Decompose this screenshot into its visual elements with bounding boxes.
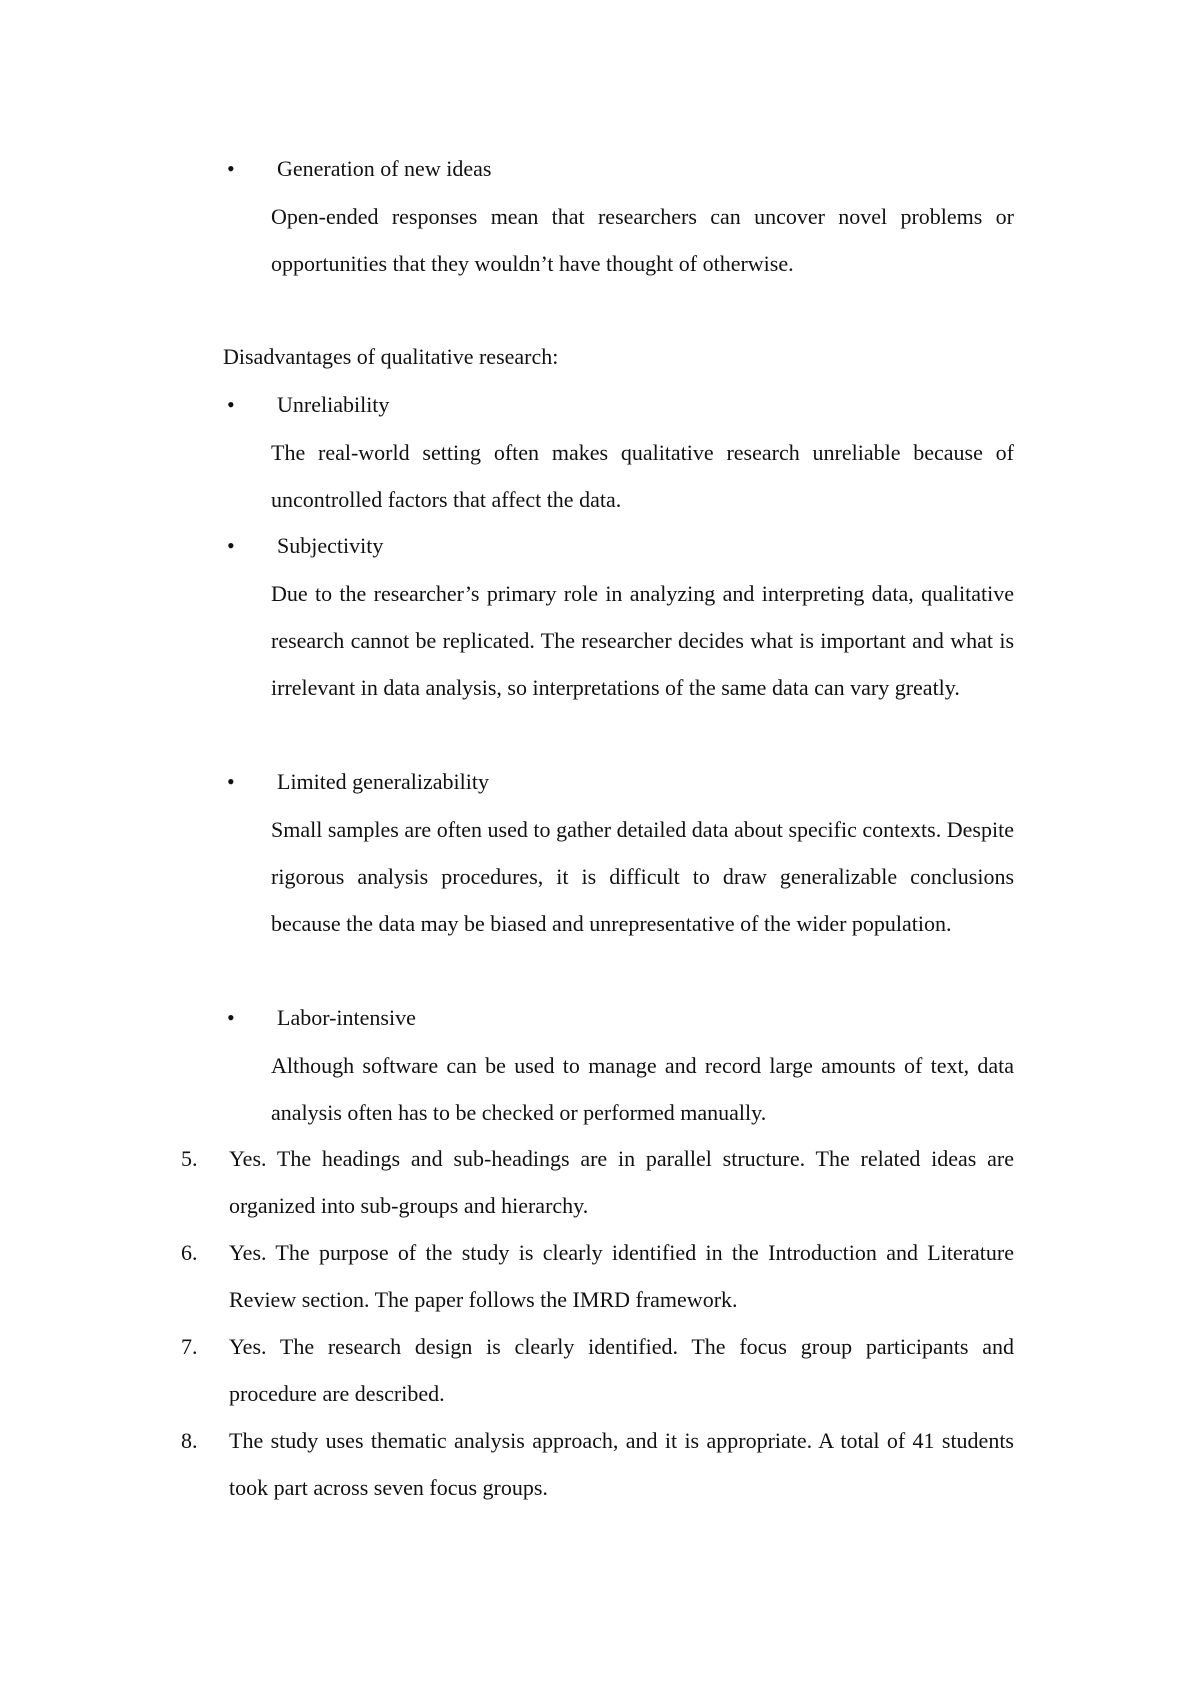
bullet-title: Unreliability [277,392,390,417]
list-item-text: Yes. The research design is clearly identified. The focus group participants and procedure are described. [229,1334,1014,1406]
section-heading: Disadvantages of qualitative research: [223,344,559,369]
list-item-text: The study uses thematic analysis approach, and it is appropriate. A total of 41 students took part across seven focus groups. [229,1428,1014,1500]
bullet-marker: • [227,1005,235,1030]
list-item-text: Yes. The headings and sub-headings are in parallel structure. The related ideas are organized into sub-groups and hierarchy. [229,1146,1014,1218]
bullet-title: Labor-intensive [277,1005,416,1030]
bullet-body: Small samples are often used to gather detailed data about specific contexts. Despite rigorous analysis procedures, it is difficult to draw generalizable conclusions because the data may be biased and unrepresentative of the wider population. [271,817,1014,936]
bullet-marker: • [227,533,235,558]
bullet-marker: • [227,156,235,181]
bullet-title: Subjectivity [277,533,384,558]
list-number: 6. [181,1240,198,1265]
bullet-marker: • [227,769,235,794]
bullet-body: The real-world setting often makes qualitative research unreliable because of uncontrolled factors that affect the data. [271,440,1014,512]
bullet-title: Limited generalizability [277,769,489,794]
bullet-body: Although software can be used to manage and record large amounts of text, data analysis often has to be checked or performed manually. [271,1053,1014,1125]
list-number: 8. [181,1428,198,1453]
list-number: 7. [181,1334,198,1359]
bullet-body: Due to the researcher’s primary role in analyzing and interpreting data, qualitative research cannot be replicated. The researcher decides what is important and what is irrelevant in data analysis, so interpretations of the same data can vary greatly. [271,581,1014,700]
list-item-text: Yes. The purpose of the study is clearly identified in the Introduction and Literature Review section. The paper follows the IMRD framework. [229,1240,1014,1312]
bullet-title: Generation of new ideas [277,156,492,181]
bullet-body: Open-ended responses mean that researchers can uncover novel problems or opportunities that they wouldn’t have thought of otherwise. [271,204,1014,276]
bullet-marker: • [227,392,235,417]
list-number: 5. [181,1146,198,1171]
